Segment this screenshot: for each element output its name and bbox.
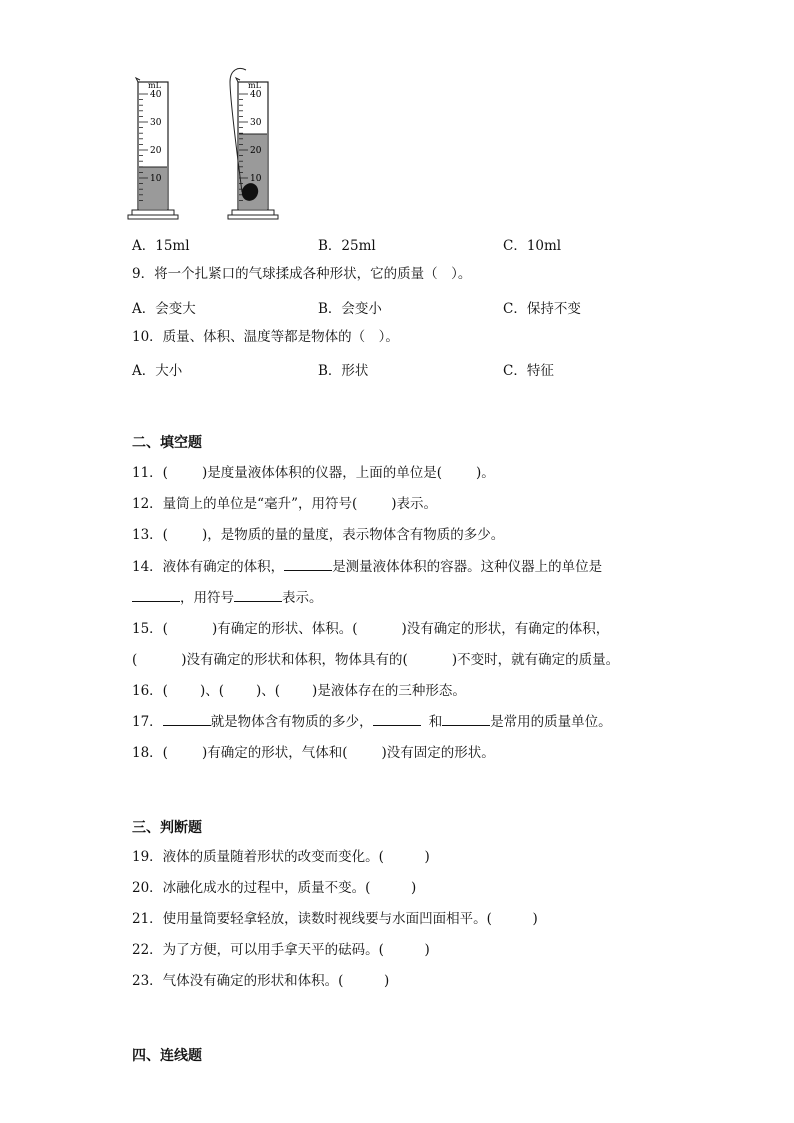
q17-text: 17．: [132, 714, 163, 730]
q9-option-c[interactable]: C．保持不变: [503, 301, 581, 317]
q17-text: 是常用的质量单位。: [490, 714, 612, 730]
q11-text: 11．(: [132, 465, 168, 481]
q16-text: )、(: [199, 683, 224, 699]
q20: 20．冰融化成水的过程中，质量不变。( ): [132, 880, 417, 896]
q17: [132, 713, 612, 731]
cylinders-diagram: [126, 66, 306, 224]
q15-line-1: [132, 620, 609, 638]
q15-text: )没有确定的形状，有确定的体积，: [401, 621, 610, 637]
tick-label: 40: [150, 90, 162, 100]
tick-label: 20: [150, 146, 162, 156]
q9-stem: 9．将一个扎紧口的气球揉成各种形状，它的质量（ ）。: [132, 266, 472, 282]
section-heading-judge: 三、判断题: [132, 820, 202, 836]
q17-blank-1[interactable]: [163, 713, 211, 726]
tick-label: 10: [250, 174, 262, 184]
q13-text: 13．(: [132, 527, 168, 543]
q8-option-c[interactable]: C．10ml: [503, 238, 562, 254]
q13: [132, 526, 504, 544]
q10-option-c[interactable]: C．特征: [503, 363, 554, 379]
tick-label: 10: [150, 174, 162, 184]
q16-text: )是液体存在的三种形态。: [312, 683, 466, 699]
q10-stem: 10．质量、体积、温度等都是物体的（ ）。: [132, 329, 399, 345]
q18-text: )没有固定的形状。: [381, 745, 495, 761]
q14-text: ，用符号: [180, 590, 234, 606]
q18-text: )有确定的形状，气体和(: [201, 745, 348, 761]
q18-text: 18．(: [132, 745, 168, 761]
unit-label: mL: [248, 81, 261, 90]
q15-text: )不变时，就有确定的质量。: [451, 652, 620, 668]
q14-blank-3[interactable]: [234, 589, 282, 602]
q17-blank-2[interactable]: [373, 713, 421, 726]
q21: 21．使用量筒要轻拿轻放，读数时视线要与水面凹面相平。( ): [132, 911, 538, 927]
q11-text: )是度量液体体积的仪器，上面的单位是(: [201, 465, 442, 481]
q22: 22．为了方便，可以用手拿天平的砝码。( ): [132, 942, 430, 958]
q19: 19．液体的质量随着形状的改变而变化。( ): [132, 849, 430, 865]
section-heading-match: 四、连线题: [132, 1048, 202, 1064]
unit-label: mL: [148, 81, 161, 90]
q17-text: 就是物体含有物质的多少，: [210, 714, 373, 730]
q12: [132, 495, 437, 513]
q16-text: 16．(: [132, 683, 168, 699]
q14-line-2: [132, 589, 323, 607]
q15-text: (: [132, 652, 138, 668]
q8-option-a[interactable]: A．15ml: [132, 238, 190, 254]
tick-label: 30: [150, 118, 162, 128]
cylinder-left: [128, 78, 178, 219]
q9-option-a[interactable]: A．会变大: [132, 301, 196, 317]
q8-option-b[interactable]: B．25ml: [318, 238, 376, 254]
q15-text: 15．(: [132, 621, 168, 637]
q11: [132, 464, 495, 482]
q14-text: 表示。: [282, 590, 323, 606]
q17-blank-3[interactable]: [442, 713, 490, 726]
q14-blank-2[interactable]: [132, 589, 180, 602]
q10-option-b[interactable]: B．形状: [318, 363, 369, 379]
q17-text: 和: [428, 714, 443, 730]
q14-line-1: [132, 558, 602, 576]
q12-text: 12．量筒上的单位是“毫升”，用符号(: [132, 496, 358, 512]
q16: [132, 682, 466, 700]
q14-text: 是测量液体体积的容器。这种仪器上的单位是: [332, 559, 603, 575]
q11-text: )。: [476, 465, 495, 481]
q10-option-a[interactable]: A．大小: [132, 363, 183, 379]
section-heading-fill: 二、填空题: [132, 435, 202, 451]
q15-text: )有确定的形状、体积。(: [211, 621, 358, 637]
q9-option-b[interactable]: B．会变小: [318, 301, 382, 317]
tick-label: 40: [250, 90, 262, 100]
q13-text: )，是物质的量的量度，表示物体含有物质的多少。: [201, 527, 505, 543]
tick-label: 20: [250, 146, 262, 156]
q15-line-2: [132, 651, 619, 669]
q15-text: )没有确定的形状和体积，物体具有的(: [181, 652, 408, 668]
q18: [132, 744, 495, 762]
q12-text: )表示。: [391, 496, 438, 512]
q23: 23．气体没有确定的形状和体积。( ): [132, 973, 390, 989]
graduated-cylinder-figure: [126, 66, 306, 224]
q16-text: )、(: [256, 683, 281, 699]
cylinder-right: [228, 69, 278, 220]
tick-label: 30: [250, 118, 262, 128]
q14-blank-1[interactable]: [284, 558, 332, 571]
q14-text: 14．液体有确定的体积，: [132, 559, 285, 575]
